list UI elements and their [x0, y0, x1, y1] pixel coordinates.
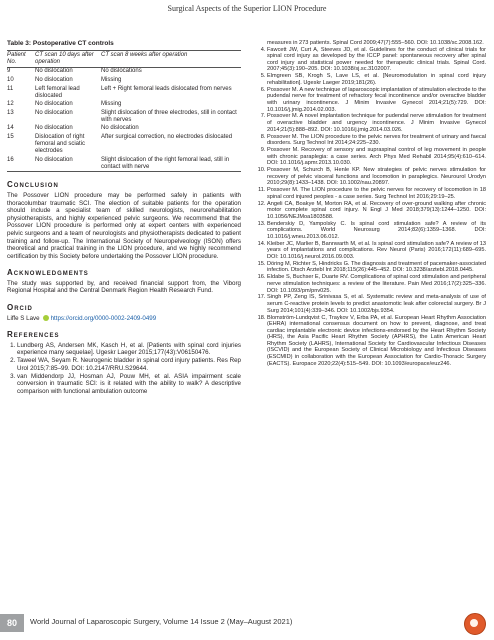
- page-footer: [0, 614, 494, 632]
- reference-item: 15. Döring M, Richter S, Hindricks G. The diagnosis and treatment of pacemaker-associated infection. Dtsch Arztebl Int 2018;115(26):445–452. DOI: 10.3238/arztebl.2018.0445.: [267, 261, 486, 274]
- reference-continuation: measures in 273 patients. Spinal Cord 2009;47(7):555–560. DOI: 10.1038/sc.2008.162.: [267, 40, 484, 46]
- reference-item: 16. Eldabe S, Buchser E, Duarte RV. Complications of spinal cord stimulation and peripheral nerve stimulation techniques: a review of the literature. Pain Med 2016;17(2):325–336. DOI: 10.1093/pm/pnv025.: [267, 274, 486, 294]
- journal-citation: World Journal of Laparoscopic Surgery, Volume 14 Issue 2 (May–August 2021): [30, 617, 293, 626]
- table-cell: No dislocations: [101, 68, 142, 75]
- table-cell: No dislocation: [35, 109, 73, 116]
- acknowledgments-text: The study was supported by, and received financial support from, the Viborg Regional Hospital and the Central Denmark Region Health Research Fund.: [7, 279, 241, 295]
- page-number: 80: [0, 614, 24, 632]
- reference-item: 17. Singh PP, Zeng IS, Srinivasa S, et al. Systematic review and meta-analysis of use of serum C-reactive protein levels to predict anastomotic leak after colorectal surgery. Br J Surg 2014;101(4):339–346. DOI: 10.1002/bjs.9354.: [267, 294, 486, 314]
- reference-item: 12. Angeli CA, Boakye M, Morton RA, et al. Recovery of over-ground walking after chronic motor complete spinal cord injury. N Engl J Med 2018;379(13):1244–1250. DOI: 10.1056/NEJMoa1803588.: [267, 201, 486, 221]
- references-heading: References: [7, 330, 60, 340]
- conclusion-text: The Possover LION procedure may be performed safely in patients with thoracolumbar traumatic SCI. The election of suitable patients for the operation should include a specialist team of skilled neurologists, neurorehabilitation physiotherapists, and highly experienced pelvic surgeons. We recommend that the Possover LION procedure is performed only at expert centers with experienced pelvic surgeons and a team of neurologists and physiotherapists dedicated to patient training and follow-up. The International Society of Neuropelveology (ISON) offers theoretical and practical training in the LION procedure, and we highly recommend certification by this Society before undertaking the Possover LION procedure.: [7, 191, 241, 260]
- table-cell: No dislocation: [35, 101, 73, 108]
- table-row: [7, 76, 241, 85]
- reference-item: 1. Lundberg AS, Andersen MK, Kasch H, et al. [Patients with spinal cord injuries experience many sequelae]. Ugeskr Laeger 2015;177(43):V06150476.: [17, 342, 241, 357]
- table-header: CT scan 8 weeks after operation: [101, 50, 241, 67]
- table-cell: Left + Right femoral leads dislocated from nerves: [101, 85, 232, 92]
- table-cell: Slight dislocation of the right femoral lead, still in contact with nerve: [101, 156, 241, 172]
- table-cell: Left femoral lead dislocated: [35, 85, 80, 99]
- table-cell: 10: [7, 76, 14, 83]
- table-cell: No dislocation: [35, 156, 101, 172]
- table-header: Patient No.: [7, 50, 35, 67]
- table-row: [7, 125, 241, 134]
- reference-list-left: [7, 342, 241, 396]
- left-column: [7, 40, 241, 396]
- table-cell: Dislocation of right femoral and sciatic electrodes: [35, 133, 86, 154]
- table-caption: Table 3: Postoperative CT controls: [7, 40, 114, 47]
- reference-item: 11. Possover M. The LION procedure to the pelvic nerves for recovery of locomotion in 18 spinal cord injured peoples - a case series. Surg Technol Int 2016;29:19–25.: [267, 187, 486, 200]
- table-row: [7, 109, 241, 125]
- table-cell: 15: [7, 133, 14, 140]
- conclusion-heading: Conclusion: [7, 180, 59, 190]
- reference-item: 10. Possover M, Schurch B, Henle KP. New strategies of pelvic nerves stimulation for recovery of pelvic visceral functions and locomotion in paraplegics. Neurourol Urodyn 2010;29(8):1433–1438. DOI: 10.1002/nau.20897.: [267, 167, 486, 187]
- table-cell: No dislocation: [35, 68, 73, 75]
- author-name: Liffe S Lave: [7, 314, 40, 322]
- table-cell: Missing: [101, 101, 122, 108]
- table-cell: No dislocation: [101, 125, 139, 132]
- table-row: [7, 67, 241, 76]
- reference-item: 14. Kleiber JC, Marlier B, Bannwarth M, et al. Is spinal cord stimulation safe? A review of 13 years of implantations and complications. Rev Neurol (Paris) 2016;172(11):689–695. DOI: 10.1016/j.neurol.2016.09.003.: [267, 241, 486, 261]
- reference-item: 18. Blomström-Lundqvist C, Traykov V, Erba PA, et al. European Heart Rhythm Association (EHRA) international consensus document on how to prevent, diagnose, and treat cardiac implantable electronic device infections-endorsed by the Heart Rhythm Society (HRS), the Asia Pacific Heart Rhythm Society (APHRS), the Latin American Heart Rhythm Society (LAHRS), International Society for Cardiovascular Infectious Diseases (ISCVID) and the European Society of Clinical Microbiology and Infectious Diseases (ESCMID) in collaboration with the European Association for Cardio-Thoracic Surgery (EACTS). Europace 2020;22(4):515–549. DOI: 10.1093/europace/euz246.: [267, 315, 486, 368]
- reference-item: 3. van Middendorp JJ, Hosman AJ, Pouw MH, et al. ASIA impairment scale conversion in traumatic SCI: is it related with the ability to walk? A descriptive comparison with functional ambulation outcome: [17, 373, 241, 396]
- table-cell: 12: [7, 101, 14, 108]
- reference-list-right: [254, 47, 486, 368]
- reference-item: 2. Taweel WA, Seyam R. Neurogenic bladder in spinal cord injury patients. Res Rep Urol 2015;7:85–99. DOI: 10.2147/RRU.S29644.: [17, 357, 241, 372]
- reference-item: 13. Benderskiy D, Yampolsky C. Is spinal cord stimulation safe? A review of its complications. World Neurosurg 2014;82(6):1359–1368. DOI: 10.1016/j.wneu.2013.06.012.: [267, 221, 486, 241]
- table-row: [7, 156, 241, 172]
- table-cell: No dislocation: [35, 76, 73, 83]
- orcid-link[interactable]: https://orcid.org/0000-0002-2409-0499: [50, 314, 157, 322]
- reference-item: 8. Possover M. The LION procedure to the pelvic nerves for treatment of urinary and faecal disorders. Surg Technol Int 2014;24:225–230.: [267, 134, 486, 147]
- right-column: [254, 40, 486, 368]
- running-head: Surgical Aspects of the Superior LION Procedure: [167, 4, 327, 13]
- table-cell: 14: [7, 125, 14, 132]
- reference-item: 9. Possover M. Recovery of sensory and supraspinal control of leg movement in people with chronic paraplegia: a case series. Arch Phys Med Rehabil 2014;95(4):610–614. DOI: 10.1016/j.apmr.2013.10.030.: [267, 147, 486, 167]
- acknowledgments-heading: Acknowledgments: [7, 268, 89, 278]
- table-cell: Missing: [101, 76, 122, 83]
- table-cell: After surgical correction, no electrodes dislocated: [101, 133, 233, 140]
- reference-item: 4. Fawcett JW, Curt A, Steeves JD, et al. Guidelines for the conduct of clinical trials for spinal cord injury as developed by the ICCP panel: spontaneous recovery after spinal cord injury and statistical power needed for therapeutic clinical trials. Spinal Cord. 2007;45(3):190–205. DOI: 10.1038/sj.sc.3102007.: [267, 47, 486, 73]
- publisher-logo-icon: [464, 613, 486, 635]
- table-header-row: [7, 50, 241, 67]
- postoperative-ct-table: [7, 50, 241, 173]
- table-row: [7, 100, 241, 109]
- table-cell: No dislocation: [35, 125, 73, 132]
- table-cell: 11: [7, 85, 14, 92]
- table-row: [7, 85, 241, 101]
- table-header: CT scan 10 days after operation: [35, 50, 101, 67]
- reference-item: 5. Elmgreen SB, Krogh S, Lave LS, et al. [Neuromodulation in spinal cord injury rehabilitation]. Ugeskr Laeger 2019;181(26).: [267, 73, 486, 86]
- orcid-entry: [7, 315, 241, 323]
- reference-item: 7. Possover M. A novel implantation technique for pudendal nerve stimulation for treatment of overactive bladder and urgency incontinence. J Minim Invasive Gynecol 2014;21(5):888–892. DOI: 10.1016/j.jmig.2014.03.026.: [267, 113, 486, 133]
- table-row: [7, 133, 241, 156]
- orcid-heading: Orcid: [7, 303, 33, 313]
- table-cell: 13: [7, 109, 14, 116]
- table-cell: 16: [7, 156, 35, 172]
- table-cell: 9: [7, 68, 11, 75]
- table-cell: Slight dislocation of three electrodes, still in contact with nerves: [101, 109, 237, 123]
- reference-item: 6. Possover M. A new technique of laparoscopic implantation of stimulation electrode to the pudendal nerve for treatment of refractory fecal incontinence and/or overactive bladder with urinary incontinence. J Minim Invasive Gynecol 2014;21(5):729. DOI: 10.1016/j.jmig.2014.02.003.: [267, 87, 486, 113]
- orcid-icon: [43, 315, 49, 321]
